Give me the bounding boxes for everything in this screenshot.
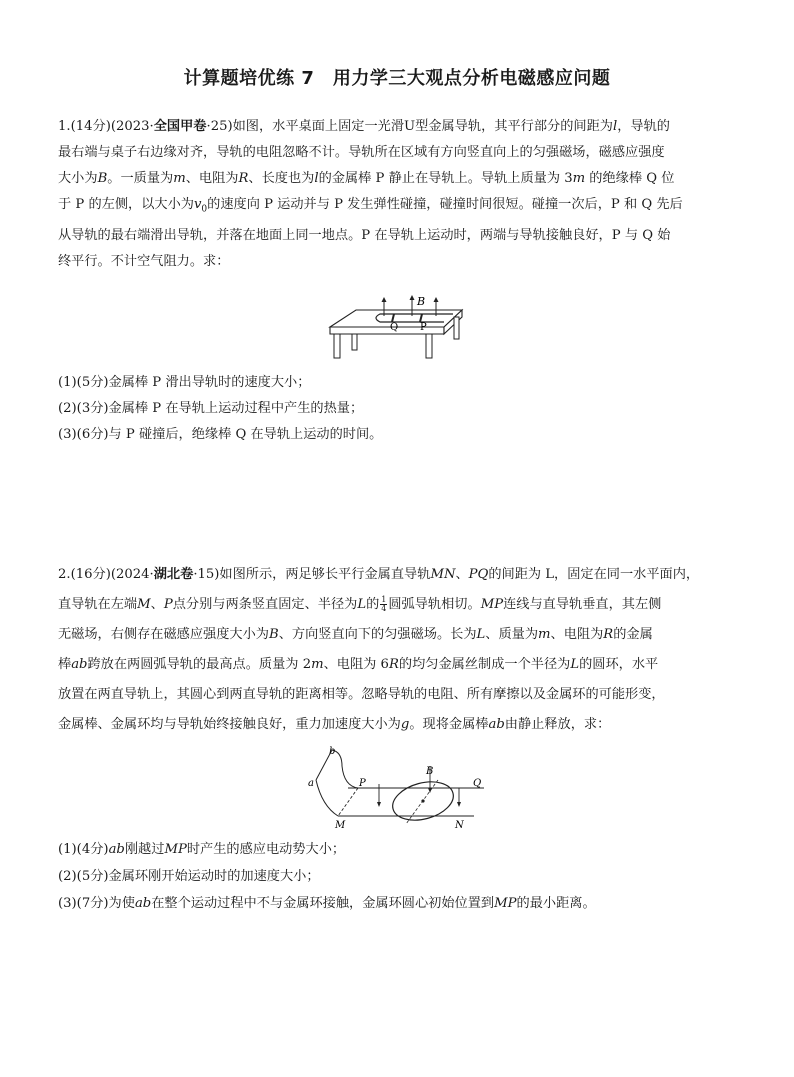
p2-line-4: 棒ab跨放在两圆弧导轨的最高点。质量为 2m、电阻为 6R的均匀金属丝制成一个半径为L的圆环，水平 (58, 657, 659, 672)
p2-question-1: (1)(4分)ab刚越过MP时产生的感应电动势大小； (58, 842, 346, 857)
fig2-label-N: N (455, 820, 464, 831)
fig2-label-M: M (335, 820, 346, 831)
fig2-label-B: B (426, 766, 434, 777)
p1-question-1: (1)(5分)金属棒 P 滑出导轨时的速度大小； (58, 375, 311, 390)
problem-1-text (58, 114, 748, 275)
p1-line-4: 于 P 的左侧，以大小为$v_0$的速度向 P 运动并与 P 发生弹性碰撞，碰撞时间很短。碰撞一次后，P 和 Q 先后 (58, 197, 683, 215)
fig1-label-Q: Q (390, 322, 399, 333)
p1-line-3: 大小为B。一质量为m、电阻为R、长度也为l的金属棒 P 静止在导轨上。导轨上质量为 3m 的绝缘棒 Q 位 (58, 171, 675, 186)
figure-1-table-rail (322, 294, 472, 362)
p1-line-6: 终平行。不计空气阻力。求： (58, 253, 230, 269)
p1-line-2: 最右端与桌子右边缘对齐，导轨的电阻忽略不计。导轨所在区域有方向竖直向上的匀强磁场，磁感应强度 (58, 145, 665, 160)
p2-line-2: 直导轨在左端M、P点分别与两条竖直固定、半径为L的 $\frac{1}{4}$ 圆弧导轨相切。MP连线与直导轨垂直，其左侧 (58, 595, 662, 613)
p2-line-6: 金属棒、金属环均与导轨始终接触良好，重力加速度大小为g。现将金属棒ab由静止释放，求： (58, 717, 611, 732)
fraction-quarter: $\frac{1}{4}$ (381, 595, 387, 613)
fig2-label-a: a (308, 778, 314, 789)
problem-2-questions (58, 836, 596, 917)
p1-question-3: (3)(6分)与 P 碰撞后，绝缘棒 Q 在导轨上运动的时间。 (58, 427, 383, 442)
p2-line-3: 无磁场，右侧存在磁感应强度大小为B、方向竖直向下的匀强磁场。长为L、质量为m、电阻为R的金属 (58, 627, 653, 642)
fig1-label-P: P (420, 322, 427, 333)
p1-line-5: 从导轨的最右端滑出导轨，并落在地面上同一地点。P 在导轨上运动时，两端与导轨接触良好，P 与 Q 始 (58, 227, 671, 243)
p2-line-5: 放置在两直导轨上，其圆心到两直导轨的距离相等。忽略导轨的电阻、所有摩擦以及金属环的可能形变， (58, 687, 665, 702)
figure-2-rails-ring (302, 744, 492, 832)
p2-question-3: (3)(7分)为使ab在整个运动过程中不与金属环接触，金属环圆心初始位置到MP的最小距离。 (58, 896, 596, 911)
fig2-label-Q: Q (473, 778, 482, 789)
fig1-label-B: B (417, 295, 426, 308)
p2-question-2: (2)(5分)金属环刚开始运动时的加速度大小； (58, 869, 320, 884)
p2-line-1: 2.(16分)(2024·湖北卷·15)如图所示，两足够长平行金属直导轨MN、PQ的间距为 L，固定在同一水平面内， (58, 567, 700, 582)
fig2-label-P: P (359, 778, 366, 789)
problem-1-questions (58, 370, 382, 448)
p1-question-2: (2)(3分)金属棒 P 在导轨上运动过程中产生的热量； (58, 401, 364, 416)
p1-line-1: 1.(14分)(2023·全国甲卷·25)如图，水平桌面上固定一光滑U型金属导轨，其平行部分的间距为l，导轨的 (58, 119, 670, 134)
problem-2-text (58, 560, 748, 740)
page-title: 计算题培优练 7 用力学三大观点分析电磁感应问题 (183, 68, 611, 89)
fig2-label-b: b (329, 746, 336, 757)
